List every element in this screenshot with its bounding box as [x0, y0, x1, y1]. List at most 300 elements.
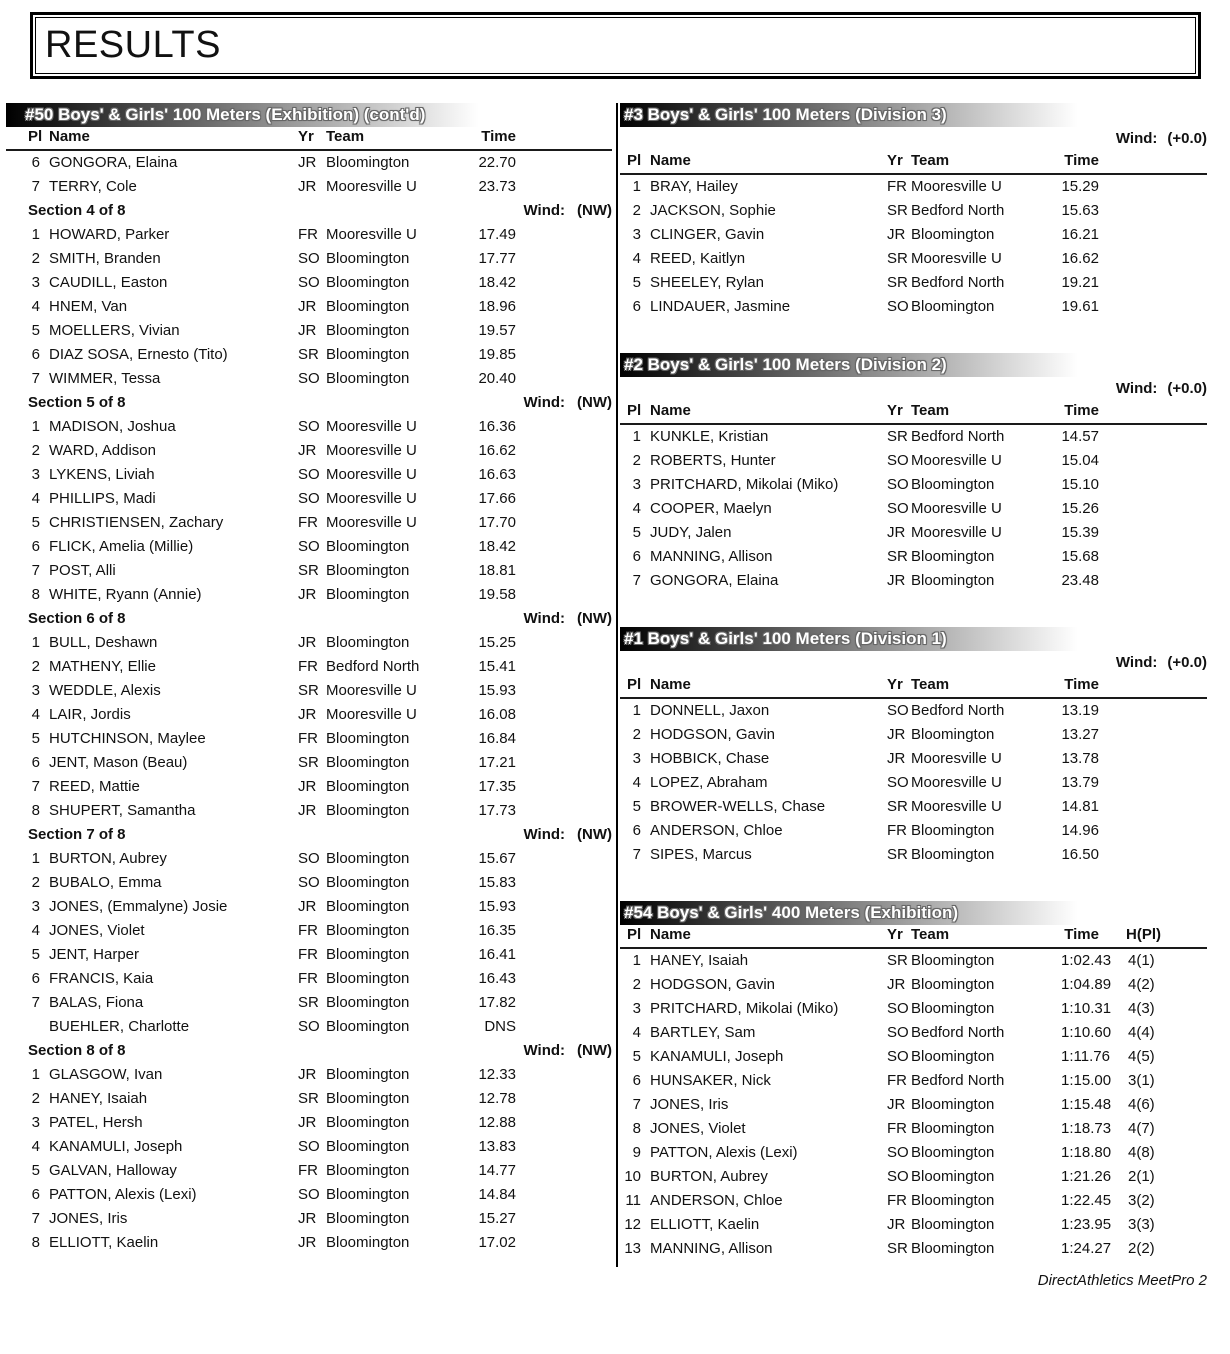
cell-spacer — [516, 319, 612, 343]
result-row — [6, 535, 612, 559]
cell-time: 16.21 — [1061, 226, 1099, 243]
cell-name: WIMMER, Tessa — [49, 370, 161, 387]
footer-brand: DirectAthletics MeetPro 2 — [1037, 1272, 1207, 1289]
cell-team: Mooresville U — [326, 682, 417, 699]
cell-name: GLASGOW, Ivan — [49, 1066, 163, 1083]
cell-place: 10 — [624, 1168, 641, 1185]
col-header-heat-place: H(Pl) — [1126, 926, 1161, 943]
cell-name: HODGSON, Gavin — [650, 726, 776, 743]
result-row — [620, 1093, 1207, 1117]
cell-place: 5 — [31, 946, 40, 963]
col-header-team: Team — [911, 152, 950, 169]
cell-name: TERRY, Cole — [49, 178, 137, 195]
cell-spacer — [1099, 545, 1207, 569]
cell-time: 17.82 — [478, 994, 516, 1011]
result-row — [6, 247, 612, 271]
cell-spacer — [516, 1183, 612, 1207]
cell-spacer — [1099, 723, 1207, 747]
col-header-team: Team — [911, 402, 950, 419]
cell-place: 2 — [31, 658, 40, 675]
cell-year: SO — [298, 874, 320, 891]
cell-year: FR — [887, 822, 907, 839]
cell-year: SR — [298, 346, 319, 363]
cell-name: HNEM, Van — [49, 298, 128, 315]
cell-year: JR — [298, 1066, 317, 1083]
result-row — [6, 967, 612, 991]
wind-value: (NW) — [577, 826, 612, 843]
cell-team: Bloomington — [326, 1114, 410, 1131]
cell-spacer — [516, 871, 612, 895]
event-header-bar — [620, 627, 1207, 651]
cell-year: FR — [887, 1072, 907, 1089]
cell-place: 5 — [632, 524, 641, 541]
cell-name: LAIR, Jordis — [49, 706, 131, 723]
cell-spacer — [1099, 449, 1207, 473]
result-row — [620, 521, 1207, 545]
cell-team: Mooresville U — [326, 178, 417, 195]
col-header-time: Time — [1064, 926, 1099, 943]
cell-name: BUBALO, Emma — [49, 874, 162, 891]
cell-year: JR — [298, 298, 317, 315]
cell-place: 4 — [632, 250, 641, 267]
event-title: #1 Boys' & Girls' 100 Meters (Division 1) — [624, 629, 947, 648]
cell-place: 4 — [31, 1138, 40, 1155]
cell-place: 6 — [31, 154, 40, 171]
result-row — [6, 679, 612, 703]
cell-place: 11 — [625, 1192, 641, 1209]
cell-time: 17.73 — [478, 802, 516, 819]
result-row — [6, 175, 612, 199]
wind-value: (+0.0) — [1167, 130, 1207, 147]
cell-place: 8 — [31, 1234, 40, 1251]
cell-name: JUDY, Jalen — [650, 524, 732, 541]
cell-name: JONES, (Emmalyne) Josie — [49, 898, 228, 915]
result-row — [6, 799, 612, 823]
cell-team: Bloomington — [326, 154, 410, 171]
cell-heat-place: 4(3) — [1128, 1000, 1155, 1017]
col-header-name: Name — [650, 676, 691, 693]
cell-year: SO — [887, 1024, 909, 1041]
cell-team: Bloomington — [326, 754, 410, 771]
cell-year: SR — [887, 1240, 908, 1257]
cell-time: 15.93 — [478, 682, 516, 699]
result-row — [6, 1135, 612, 1159]
cell-place: 5 — [31, 514, 40, 531]
cell-year: SR — [298, 994, 319, 1011]
cell-team: Mooresville U — [326, 418, 417, 435]
cell-spacer — [1099, 223, 1207, 247]
result-row — [6, 1207, 612, 1231]
cell-spacer — [1161, 1069, 1207, 1093]
cell-year: JR — [887, 976, 906, 993]
cell-time: 1:18.73 — [1061, 1120, 1112, 1137]
cell-place: 4 — [632, 500, 641, 517]
cell-year: SO — [298, 490, 320, 507]
cell-team: Bloomington — [911, 1192, 995, 1209]
cell-team: Mooresville U — [911, 774, 1002, 791]
wind-label: Wind: — [1115, 654, 1158, 671]
cell-place: 7 — [31, 778, 40, 795]
cell-place: 3 — [632, 750, 641, 767]
cell-team: Bloomington — [326, 562, 410, 579]
cell-team: Bloomington — [911, 952, 995, 969]
cell-year: FR — [298, 1162, 318, 1179]
wind-value: (NW) — [577, 1042, 612, 1059]
cell-spacer — [516, 463, 612, 487]
cell-team: Bedford North — [326, 658, 420, 675]
cell-name: ANDERSON, Chloe — [650, 822, 783, 839]
cell-year: SR — [887, 846, 908, 863]
result-row — [620, 1117, 1207, 1141]
cell-team: Mooresville U — [911, 798, 1002, 815]
cell-team: Bloomington — [911, 1048, 995, 1065]
col-header-team: Team — [326, 128, 365, 145]
cell-spacer — [516, 415, 612, 439]
cell-spacer — [1099, 747, 1207, 771]
cell-place: 1 — [632, 178, 641, 195]
cell-time: 14.77 — [478, 1162, 516, 1179]
cell-year: JR — [298, 322, 317, 339]
cell-team: Bloomington — [326, 1090, 410, 1107]
cell-spacer — [1161, 1045, 1207, 1069]
wind-line — [620, 127, 1207, 151]
cell-name: HANEY, Isaiah — [49, 1090, 148, 1107]
cell-team: Bloomington — [911, 572, 995, 589]
result-row — [6, 1231, 612, 1255]
col-header-pl: Pl — [627, 926, 642, 943]
cell-place: 5 — [31, 730, 40, 747]
cell-year: FR — [298, 514, 318, 531]
col-header-spacer — [1099, 151, 1207, 173]
cell-time: 1:11.76 — [1061, 1048, 1110, 1065]
cell-team: Bloomington — [326, 250, 410, 267]
cell-time: DNS — [484, 1018, 516, 1035]
col-header-name: Name — [650, 152, 691, 169]
cell-time: 23.73 — [478, 178, 516, 195]
col-header-yr: Yr — [298, 128, 314, 145]
cell-year: JR — [887, 1096, 906, 1113]
event-header-bar — [620, 103, 1207, 127]
cell-place: 7 — [632, 572, 641, 589]
cell-year: SR — [298, 682, 319, 699]
col-header-spacer — [516, 127, 612, 149]
cell-spacer — [516, 967, 612, 991]
cell-time: 13.83 — [478, 1138, 516, 1155]
result-row — [6, 415, 612, 439]
cell-time: 17.77 — [478, 250, 516, 267]
cell-team: Bloomington — [911, 226, 995, 243]
cell-time: 15.39 — [1061, 524, 1099, 541]
result-row — [6, 487, 612, 511]
cell-spacer — [516, 1015, 612, 1039]
cell-team: Bloomington — [326, 586, 410, 603]
cell-place: 3 — [31, 1114, 40, 1131]
result-row — [620, 1165, 1207, 1189]
cell-name: LOPEZ, Abraham — [650, 774, 768, 791]
cell-year: JR — [298, 1114, 317, 1131]
result-row — [6, 631, 612, 655]
cell-name: GONGORA, Elaina — [650, 572, 779, 589]
cell-heat-place: 3(2) — [1128, 1192, 1155, 1209]
result-row — [620, 1069, 1207, 1093]
cell-spacer — [1099, 295, 1207, 319]
cell-place: 6 — [31, 346, 40, 363]
cell-place: 3 — [632, 476, 641, 493]
cell-year: FR — [298, 922, 318, 939]
cell-spacer — [1099, 497, 1207, 521]
cell-place: 9 — [632, 1144, 641, 1161]
cell-team: Bloomington — [911, 1144, 995, 1161]
cell-team: Bedford North — [911, 202, 1005, 219]
cell-place: 6 — [31, 754, 40, 771]
cell-time: 1:04.89 — [1061, 976, 1112, 993]
cell-year: JR — [298, 178, 317, 195]
cell-time: 18.42 — [478, 538, 516, 555]
cell-time: 1:23.95 — [1061, 1216, 1112, 1233]
result-row — [620, 795, 1207, 819]
cell-place: 1 — [31, 226, 40, 243]
cell-place: 7 — [31, 1210, 40, 1227]
cell-year: JR — [298, 802, 317, 819]
cell-name: BRAY, Hailey — [650, 178, 738, 195]
cell-year: FR — [298, 730, 318, 747]
cell-team: Bloomington — [911, 476, 995, 493]
cell-team: Bloomington — [326, 946, 410, 963]
cell-year: JR — [298, 898, 317, 915]
cell-time: 15.83 — [478, 874, 516, 891]
cell-time: 15.63 — [1061, 202, 1099, 219]
cell-spacer — [516, 1111, 612, 1135]
cell-spacer — [1099, 473, 1207, 497]
cell-time: 15.68 — [1061, 548, 1099, 565]
cell-spacer — [1099, 795, 1207, 819]
cell-time: 15.04 — [1061, 452, 1099, 469]
cell-team: Bloomington — [326, 1018, 410, 1035]
cell-spacer — [516, 655, 612, 679]
cell-place — [6, 1015, 40, 1039]
cell-heat-place: 4(8) — [1128, 1144, 1155, 1161]
cell-year: SR — [298, 754, 319, 771]
left-column — [6, 103, 612, 1255]
result-row — [620, 425, 1207, 449]
cell-spacer — [516, 895, 612, 919]
cell-team: Mooresville U — [326, 226, 417, 243]
col-header-spacer — [1099, 675, 1207, 697]
cell-time: 17.49 — [478, 226, 516, 243]
cell-name: HUNSAKER, Nick — [650, 1072, 771, 1089]
cell-time: 13.19 — [1061, 702, 1099, 719]
event-table — [620, 901, 1207, 1261]
cell-name: PATTON, Alexis (Lexi) — [650, 1144, 798, 1161]
cell-name: SHEELEY, Rylan — [650, 274, 764, 291]
cell-team: Mooresville U — [326, 466, 417, 483]
cell-spacer — [1161, 1141, 1207, 1165]
page-title: RESULTS — [45, 24, 221, 66]
result-row — [6, 559, 612, 583]
cell-time: 13.79 — [1061, 774, 1099, 791]
cell-time: 1:02.43 — [1061, 952, 1112, 969]
cell-team: Bloomington — [326, 346, 410, 363]
cell-spacer — [516, 1159, 612, 1183]
cell-name: JONES, Violet — [650, 1120, 746, 1137]
result-row — [620, 747, 1207, 771]
cell-place: 6 — [632, 298, 641, 315]
result-row — [620, 1021, 1207, 1045]
cell-time: 13.78 — [1061, 750, 1099, 767]
cell-time: 18.42 — [478, 274, 516, 291]
cell-name: MANNING, Allison — [650, 1240, 773, 1257]
cell-place: 4 — [632, 1024, 641, 1041]
cell-year: SO — [887, 1144, 909, 1161]
cell-spacer — [1099, 771, 1207, 795]
cell-time: 19.21 — [1061, 274, 1099, 291]
cell-name: MADISON, Joshua — [49, 418, 176, 435]
cell-year: SO — [887, 298, 909, 315]
cell-heat-place: 4(7) — [1128, 1120, 1155, 1137]
cell-place: 5 — [632, 274, 641, 291]
section-header — [6, 607, 612, 631]
cell-place: 8 — [632, 1120, 641, 1137]
cell-name: ELLIOTT, Kaelin — [650, 1216, 760, 1233]
cell-spacer — [1099, 425, 1207, 449]
cell-spacer — [1099, 843, 1207, 867]
cell-team: Bloomington — [326, 1138, 410, 1155]
cell-heat-place: 4(5) — [1128, 1048, 1155, 1065]
cell-name: BURTON, Aubrey — [49, 850, 167, 867]
result-row — [6, 751, 612, 775]
cell-spacer — [516, 727, 612, 751]
wind-line — [524, 823, 613, 847]
cell-time: 23.48 — [1061, 572, 1099, 589]
cell-name: ANDERSON, Chloe — [650, 1192, 783, 1209]
section-header — [6, 823, 612, 847]
col-header-time: Time — [1064, 402, 1099, 419]
cell-time: 17.70 — [478, 514, 516, 531]
cell-heat-place: 4(4) — [1128, 1024, 1155, 1041]
cell-year: SO — [298, 850, 320, 867]
result-row — [6, 319, 612, 343]
cell-spacer — [516, 295, 612, 319]
cell-time: 16.43 — [478, 970, 516, 987]
cell-spacer — [1161, 1093, 1207, 1117]
cell-team: Bloomington — [326, 274, 410, 291]
column-header-row — [620, 151, 1207, 175]
result-row — [6, 727, 612, 751]
cell-year: SO — [887, 1168, 909, 1185]
cell-time: 1:10.31 — [1061, 1000, 1112, 1017]
cell-team: Mooresville U — [911, 500, 1002, 517]
cell-spacer — [516, 751, 612, 775]
cell-spacer — [1161, 1165, 1207, 1189]
cell-time: 17.66 — [478, 490, 516, 507]
cell-place: 6 — [31, 970, 40, 987]
event-title: #3 Boys' & Girls' 100 Meters (Division 3) — [624, 105, 947, 124]
result-row — [620, 247, 1207, 271]
cell-spacer — [516, 943, 612, 967]
cell-year: FR — [298, 226, 318, 243]
result-row — [620, 1045, 1207, 1069]
cell-spacer — [1161, 1189, 1207, 1213]
result-row — [6, 1183, 612, 1207]
cell-team: Bloomington — [911, 846, 995, 863]
cell-year: SO — [887, 774, 909, 791]
cell-team: Bloomington — [911, 1096, 995, 1113]
result-row — [620, 175, 1207, 199]
wind-value: (NW) — [577, 394, 612, 411]
cell-name: PRITCHARD, Mikolai (Miko) — [650, 1000, 839, 1017]
cell-name: MANNING, Allison — [650, 548, 773, 565]
wind-line — [524, 607, 613, 631]
wind-line — [524, 199, 613, 223]
cell-place: 4 — [31, 922, 40, 939]
cell-year: FR — [298, 658, 318, 675]
result-row — [6, 1159, 612, 1183]
cell-name: MOELLERS, Vivian — [49, 322, 180, 339]
cell-name: CHRISTIENSEN, Zachary — [49, 514, 224, 531]
wind-line — [524, 1039, 613, 1063]
cell-place: 2 — [31, 874, 40, 891]
col-header-yr: Yr — [887, 402, 903, 419]
cell-team: Bedford North — [911, 702, 1005, 719]
cell-spacer — [516, 247, 612, 271]
result-row — [6, 151, 612, 175]
cell-year: SO — [298, 466, 320, 483]
cell-team: Bloomington — [326, 634, 410, 651]
result-row — [6, 775, 612, 799]
event-table — [620, 103, 1207, 319]
event-title: #50 Boys' & Girls' 100 Meters (Exhibition) (cont'd) — [25, 105, 426, 124]
wind-label: Wind: — [1115, 380, 1158, 397]
cell-year: JR — [887, 726, 906, 743]
cell-year: SO — [887, 476, 909, 493]
cell-spacer — [1099, 699, 1207, 723]
result-row — [6, 583, 612, 607]
cell-spacer — [1099, 247, 1207, 271]
section-label: Section 6 of 8 — [28, 610, 126, 627]
result-row — [620, 473, 1207, 497]
cell-name: PRITCHARD, Mikolai (Miko) — [650, 476, 839, 493]
cell-spacer — [516, 799, 612, 823]
result-row — [620, 449, 1207, 473]
cell-name: KANAMULI, Joseph — [49, 1138, 183, 1155]
cell-team: Mooresville U — [326, 490, 417, 507]
cell-year: SR — [887, 274, 908, 291]
cell-year: SO — [887, 452, 909, 469]
cell-team: Bloomington — [326, 850, 410, 867]
cell-spacer — [516, 1231, 612, 1255]
cell-year: SO — [887, 1048, 909, 1065]
cell-heat-place: 4(1) — [1128, 952, 1155, 969]
cell-year: JR — [298, 442, 317, 459]
cell-year: FR — [887, 178, 907, 195]
cell-team: Bloomington — [326, 538, 410, 555]
result-row — [620, 223, 1207, 247]
cell-name: BULL, Deshawn — [49, 634, 158, 651]
results-title-box — [30, 12, 1201, 79]
cell-name: WEDDLE, Alexis — [49, 682, 161, 699]
cell-year: JR — [298, 778, 317, 795]
cell-name: JACKSON, Sophie — [650, 202, 776, 219]
cell-place: 7 — [632, 846, 641, 863]
cell-year: SO — [298, 538, 320, 555]
cell-time: 19.58 — [478, 586, 516, 603]
cell-name: GONGORA, Elaina — [49, 154, 178, 171]
cell-team: Bloomington — [326, 1234, 410, 1251]
cell-place: 4 — [31, 298, 40, 315]
cell-name: SIPES, Marcus — [650, 846, 752, 863]
cell-time: 15.29 — [1061, 178, 1099, 195]
cell-time: 1:15.48 — [1061, 1096, 1112, 1113]
